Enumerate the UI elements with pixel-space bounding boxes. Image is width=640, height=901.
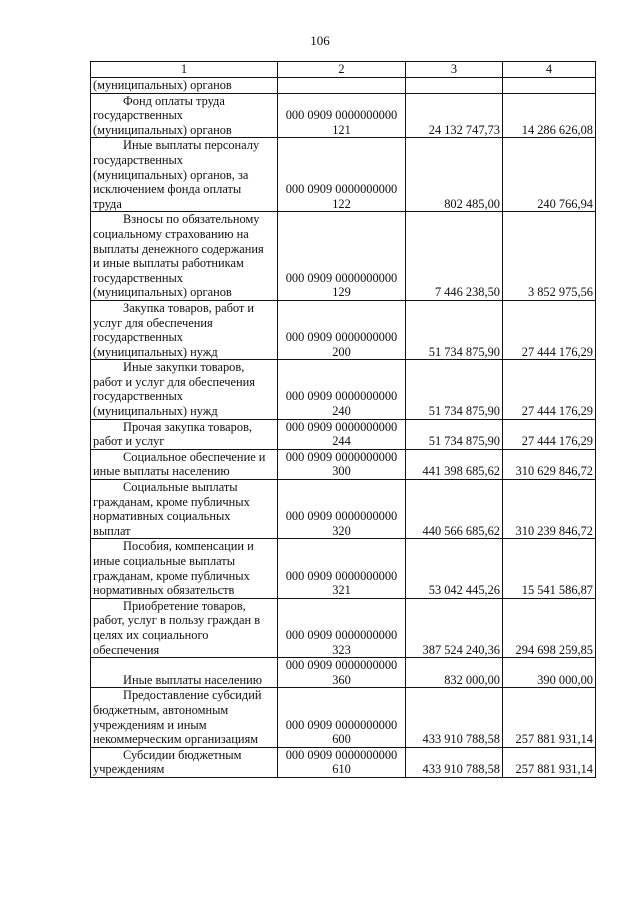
row-name-cell	[91, 138, 278, 212]
row-name-line: труда	[93, 196, 122, 211]
row-code-line: 122	[332, 196, 351, 211]
row-code-line: 000 0909 0000000000	[285, 389, 398, 404]
row-amount-col3: 51 734 875,90	[406, 419, 503, 449]
table-row	[91, 212, 596, 301]
row-name-line: (муниципальных) органов	[93, 122, 232, 137]
row-name-cell	[91, 449, 278, 479]
row-name-line: нормативных обязательств	[93, 583, 235, 598]
row-name-line: иные социальные выплаты	[93, 554, 236, 568]
row-amount-col4: 27 444 176,29	[503, 300, 596, 359]
row-amount-col4: 27 444 176,29	[503, 419, 596, 449]
row-name-line: выплаты денежного содержания	[93, 241, 264, 256]
row-code-cell	[278, 449, 406, 479]
header-row	[91, 62, 596, 78]
row-name-line: работ, услуг в пользу граждан в	[93, 613, 261, 628]
row-code-line: 240	[332, 404, 351, 419]
row-name-line: Иные выплаты населению	[123, 672, 262, 687]
table-row	[91, 688, 596, 747]
column-header-2: 2	[278, 62, 406, 78]
row-amount-col3: 24 132 747,73	[406, 93, 503, 138]
row-amount-col3: 441 398 685,62	[406, 449, 503, 479]
row-amount-col3: 51 734 875,90	[406, 360, 503, 419]
row-name-cell	[91, 598, 278, 657]
row-code-line: 000 0909 0000000000	[285, 449, 398, 464]
row-name-line: Предоставление субсидий	[123, 688, 262, 703]
row-code-cell	[278, 93, 406, 138]
row-code-cell	[278, 539, 406, 598]
row-name-line: (муниципальных) нужд	[93, 404, 218, 419]
column-header-3: 3	[406, 62, 503, 78]
column-header-1: 1	[91, 62, 278, 78]
table-row	[91, 300, 596, 359]
row-code-line: 000 0909 0000000000	[285, 627, 398, 642]
row-amount-col4: 390 000,00	[503, 658, 596, 688]
row-name-line: (муниципальных) нужд	[93, 344, 218, 359]
row-name-line: работ и услуг	[93, 434, 165, 449]
row-code-line: 323	[332, 642, 351, 657]
row-name-line: государственных	[93, 108, 184, 123]
budget-table	[90, 61, 596, 778]
row-name-cell	[91, 419, 278, 449]
row-code-line: 000 0909 0000000000	[285, 658, 398, 673]
row-code-line: 321	[332, 583, 351, 598]
row-name-cell	[91, 480, 278, 539]
row-name-line: услуг для обеспечения	[93, 315, 213, 330]
row-name-line: выплат	[93, 523, 131, 538]
row-name-line: нормативных социальных	[93, 509, 231, 524]
table-row	[91, 360, 596, 419]
row-name-line: иные выплаты населению	[93, 464, 230, 479]
row-name-line: и иные выплаты работникам	[93, 256, 244, 271]
row-name-line: учреждениям и иным	[93, 717, 207, 732]
table-row	[91, 747, 596, 777]
row-name-line: (муниципальных) органов	[93, 285, 232, 300]
row-code-cell	[278, 419, 406, 449]
row-name-line: Субсидии бюджетным	[123, 747, 242, 762]
row-name-line: Социальные выплаты	[123, 480, 238, 495]
row-name-cell	[91, 93, 278, 138]
row-amount-col3: 433 910 788,58	[406, 688, 503, 747]
row-code-line: 000 0909 0000000000	[285, 717, 398, 732]
row-code-line: 000 0909 0000000000	[285, 270, 398, 285]
row-name-cell	[91, 658, 278, 688]
table-row	[91, 539, 596, 598]
table-row	[91, 598, 596, 657]
row-code-cell	[278, 138, 406, 212]
row-code-cell	[278, 658, 406, 688]
row-amount-col4: 310 239 846,72	[503, 480, 596, 539]
row-name-line: Иные закупки товаров,	[123, 360, 245, 375]
row-name-line: некоммерческим организациям	[93, 732, 259, 747]
row-name-line: гражданам, кроме публичных	[93, 494, 250, 509]
table-row	[91, 138, 596, 212]
row-code-line: 000 0909 0000000000	[285, 568, 398, 583]
row-amount-col4: 27 444 176,29	[503, 360, 596, 419]
row-name-line: гражданам, кроме публичных	[93, 568, 250, 583]
row-name-line: работ и услуг для обеспечения	[93, 374, 255, 389]
table-row	[91, 449, 596, 479]
row-name-line: Прочая закупка товаров,	[123, 419, 253, 434]
row-amount-col4: 240 766,94	[503, 138, 596, 212]
table-row	[91, 93, 596, 138]
row-name-line: (муниципальных) органов, за	[93, 167, 249, 182]
row-amount-col4: 294 698 259,85	[503, 598, 596, 657]
table-row	[91, 78, 596, 94]
row-amount-col4: 3 852 975,56	[503, 212, 596, 301]
row-name-line: государственных	[93, 330, 184, 345]
column-header-4: 4	[503, 62, 596, 78]
row-amount-col4: 310 629 846,72	[503, 449, 596, 479]
table-body	[91, 78, 596, 778]
row-name-cell	[91, 747, 278, 777]
row-amount-col3: 51 734 875,90	[406, 300, 503, 359]
row-name-cell	[91, 300, 278, 359]
row-name-line: целях их социального	[93, 627, 209, 642]
row-name-cell	[91, 688, 278, 747]
row-name-line: (муниципальных) органов	[93, 78, 232, 92]
row-amount-col4: 257 881 931,14	[503, 688, 596, 747]
row-name-line: государственных	[93, 270, 184, 285]
row-name-line: Приобретение товаров,	[123, 598, 246, 613]
row-amount-col3	[406, 78, 503, 94]
row-name-line: государственных	[93, 152, 184, 167]
row-code-line: 000 0909 0000000000	[285, 509, 398, 524]
table-row	[91, 480, 596, 539]
row-code-cell	[278, 688, 406, 747]
row-code-line: 121	[332, 122, 351, 137]
row-name-line: Фонд оплаты труда	[123, 93, 225, 108]
row-amount-col3: 440 566 685,62	[406, 480, 503, 539]
row-name-line: бюджетным, автономным	[93, 702, 229, 717]
row-name-line: Социальное обеспечение и	[123, 449, 266, 464]
row-amount-col3: 802 485,00	[406, 138, 503, 212]
row-amount-col3: 433 910 788,58	[406, 747, 503, 777]
table-row	[91, 419, 596, 449]
row-name-line: Пособия, компенсации и	[123, 539, 254, 554]
row-name-line: исключением фонда оплаты	[93, 182, 242, 197]
row-code-line: 129	[332, 285, 351, 300]
row-code-line: 000 0909 0000000000	[285, 419, 398, 434]
row-amount-col4: 15 541 586,87	[503, 539, 596, 598]
row-code-line: 610	[332, 762, 351, 777]
row-amount-col4: 14 286 626,08	[503, 93, 596, 138]
page-number: 106	[310, 33, 330, 48]
row-name-cell	[91, 78, 278, 94]
row-name-line: Иные выплаты персоналу	[123, 138, 260, 153]
row-code-line: 600	[332, 732, 351, 747]
row-name-line: государственных	[93, 389, 184, 404]
table-row	[91, 658, 596, 688]
row-code-cell	[278, 747, 406, 777]
row-code-cell	[278, 360, 406, 419]
row-code-line: 000 0909 0000000000	[285, 747, 398, 762]
row-code-cell	[278, 212, 406, 301]
row-code-cell	[278, 598, 406, 657]
row-code-line: 000 0909 0000000000	[285, 108, 398, 123]
row-name-cell	[91, 212, 278, 301]
row-name-line: социальному страхованию на	[93, 226, 249, 241]
row-name-line: Взносы по обязательному	[123, 212, 260, 227]
row-code-cell	[278, 78, 406, 94]
row-code-line: 300	[332, 464, 351, 479]
row-name-cell	[91, 360, 278, 419]
row-name-cell	[91, 539, 278, 598]
row-amount-col4	[503, 78, 596, 94]
row-name-line: Закупка товаров, работ и	[123, 300, 255, 315]
row-amount-col3: 387 524 240,36	[406, 598, 503, 657]
row-name-line: учреждениям	[93, 762, 165, 777]
row-name-line: обеспечения	[93, 642, 160, 657]
row-code-line: 244	[332, 434, 351, 449]
row-code-line: 320	[332, 523, 351, 538]
row-code-line: 000 0909 0000000000	[285, 182, 398, 197]
row-amount-col3: 53 042 445,26	[406, 539, 503, 598]
row-code-line: 200	[332, 344, 351, 359]
row-code-cell	[278, 480, 406, 539]
row-amount-col4: 257 881 931,14	[503, 747, 596, 777]
row-code-line: 000 0909 0000000000	[285, 330, 398, 345]
row-code-cell	[278, 300, 406, 359]
row-amount-col3: 832 000,00	[406, 658, 503, 688]
row-amount-col3: 7 446 238,50	[406, 212, 503, 301]
row-code-line: 360	[332, 672, 351, 687]
